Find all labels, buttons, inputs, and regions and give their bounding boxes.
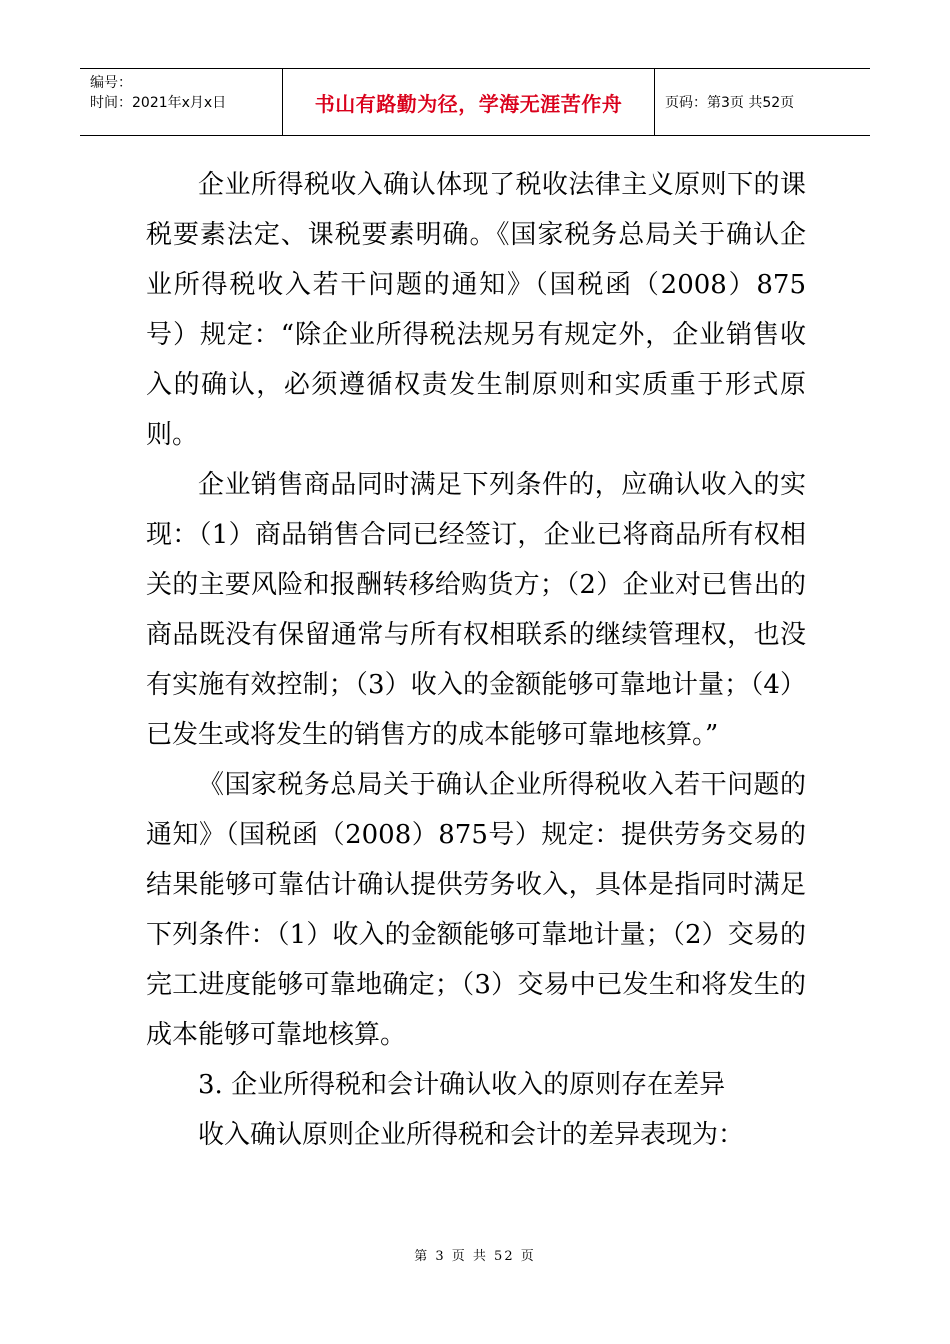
header-meta-cell [80, 69, 283, 135]
document-number-label: 编号： [90, 75, 132, 91]
document-body [146, 160, 806, 1160]
body-paragraph: 企业销售商品同时满足下列条件的，应确认收入的实现：（1）商品销售合同已经签订，企业已将商品所有权相关的主要风险和报酬转移给购货方；（2）企业对已售出的商品既没有保留通常与所有权相联系的继续管理权，也没有实施有效控制；（3）收入的金额能够可靠地计量；（4）已发生或将发生的销售方的成本能够可靠地核算。” [146, 470, 806, 750]
body-paragraph: 《国家税务总局关于确认企业所得税收入若干问题的通知》（国税函（2008）875号）规定：提供劳务交易的结果能够可靠估计确认提供劳务收入，具体是指同时满足下列条件：（1）收入的金额能够可靠地计量；（2）交易的完工进度能够可靠地确定；（3）交易中已发生和将发生的成本能够可靠地核算。 [146, 770, 806, 1050]
footer-page-number: 第 3 页 共 52 页 [414, 1249, 536, 1264]
header-page-info: 页码：第3页 共52页 [665, 95, 795, 111]
document-time-label: 时间：2021年x月x日 [90, 95, 227, 111]
body-paragraph: 企业所得税收入确认体现了税收法律主义原则下的课税要素法定、课税要素明确。《国家税务总局关于确认企业所得税收入若干问题的通知》（国税函（2008）875号）规定：“除企业所得税法规另有规定外，企业销售收入的确认，必须遵循权责发生制原则和实质重于形式原则。 [146, 170, 806, 450]
document-header [80, 68, 870, 136]
header-page-cell [655, 69, 870, 135]
body-paragraph: 收入确认原则企业所得税和会计的差异表现为： [198, 1120, 745, 1150]
header-motto-cell [283, 69, 655, 135]
header-motto: 书山有路勤为径，学海无涯苦作舟 [314, 91, 623, 116]
page-footer [0, 1245, 950, 1264]
section-heading: 3. 企业所得税和会计确认收入的原则存在差异 [198, 1070, 726, 1100]
